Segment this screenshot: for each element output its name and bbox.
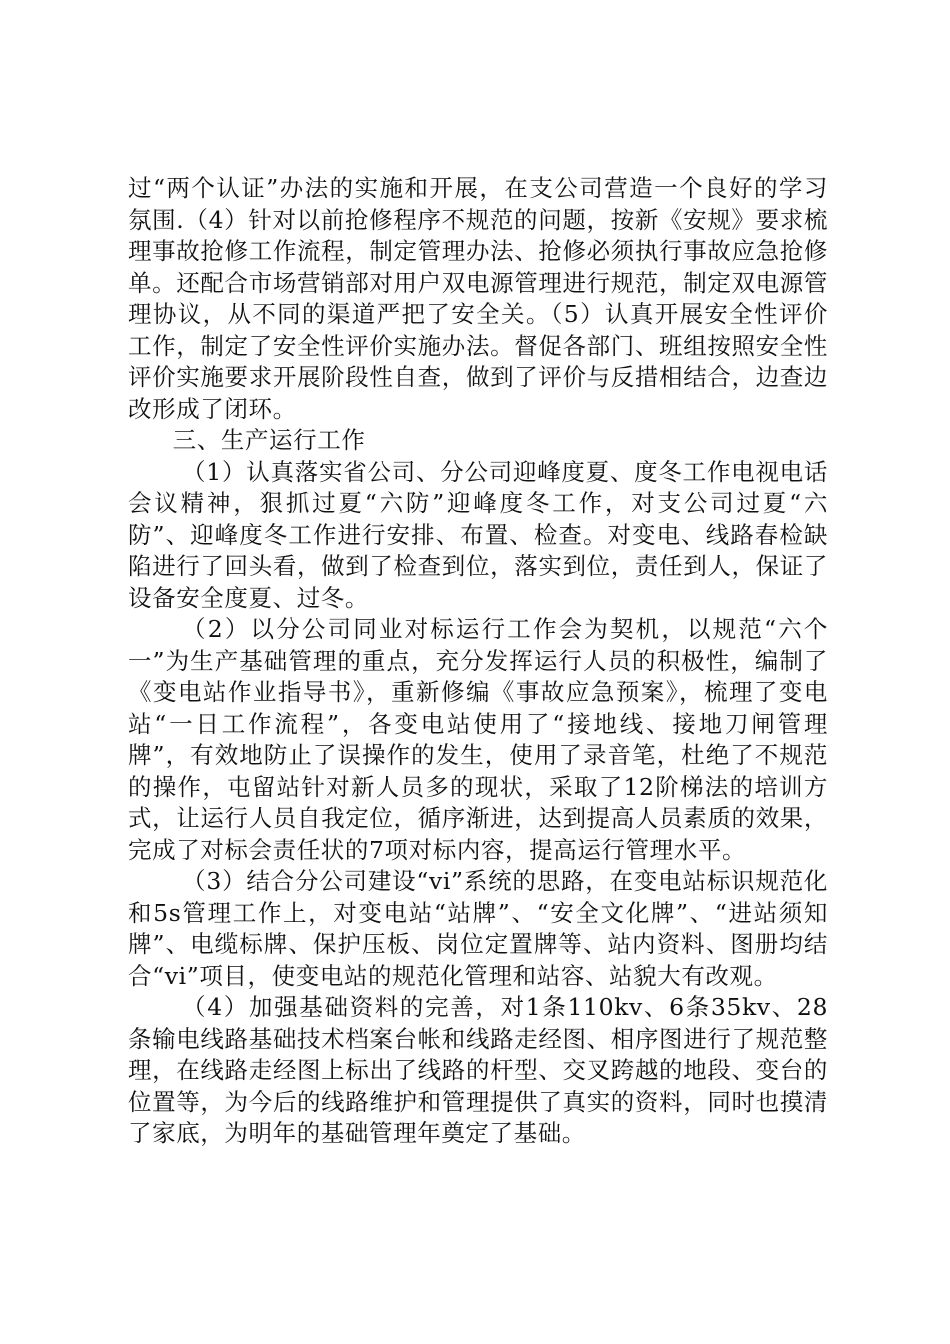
list-item-4: （4）加强基础资料的完善，对1条110kv、6条35kv、28条输电线路基础技术档案台帐和线路走经图、相序图进行了规范整理，在线路走经图上标出了线路的杆型、交叉跨越的地段、变台的位置等，为今后的线路维护和管理提供了真实的资料，同时也摸清了家底，为明年的基础管理年奠定了基础。 <box>128 993 828 1147</box>
list-item-2: （2）以分公司同业对标运行工作会为契机，以规范“六个一”为生产基础管理的重点，充分发挥运行人员的积极性，编制了《变电站作业指导书》，重新修编《事故应急预案》，梳理了变电站“一日工作流程”，各变电站使用了“接地线、接地刀闸管理牌”，有效地防止了误操作的发生，使用了录音笔，杜绝了不规范的操作，屯留站针对新人员多的现状，采取了12阶梯法的培训方式，让运行人员自我定位，循序渐进，达到提高人员素质的效果，完成了对标会责任状的7项对标内容，提高运行管理水平。 <box>128 615 828 864</box>
intro-paragraph: 过“两个认证”办法的实施和开展，在支公司营造一个良好的学习氛围.（4）针对以前抢修程序不规范的问题，按新《安规》要求梳理事故抢修工作流程，制定管理办法、抢修必须执行事故应急抢修单。还配合市场营销部对用户双电源管理进行规范，制定双电源管理协议，从不同的渠道严把了安全关。（5）认真开展安全性评价工作，制定了安全性评价实施办法。督促各部门、班组按照安全性评价实施要求开展阶段性自查，做到了评价与反措相结合，边查边改形成了闭环。 <box>128 174 828 423</box>
document-body <box>128 173 828 1150</box>
list-item-3: （3）结合分公司建设“vi”系统的思路，在变电站标识规范化和5s管理工作上，对变电站“站牌”、“安全文化牌”、“进站须知牌”、电缆标牌、保护压板、岗位定置牌等、站内资料、图册均结合“vi”项目，使变电站的规范化管理和站容、站貌大有改观。 <box>128 867 828 990</box>
list-item-1: （1）认真落实省公司、分公司迎峰度夏、度冬工作电视电话会议精神，狠抓过夏“六防”迎峰度冬工作，对支公司过夏“六防”、迎峰度冬工作进行安排、布置、检查。对变电、线路春检缺陷进行了回头看，做到了检查到位，落实到位，责任到人，保证了设备安全度夏、过冬。 <box>128 457 828 612</box>
section-heading: 三、生产运行工作 <box>172 426 366 454</box>
